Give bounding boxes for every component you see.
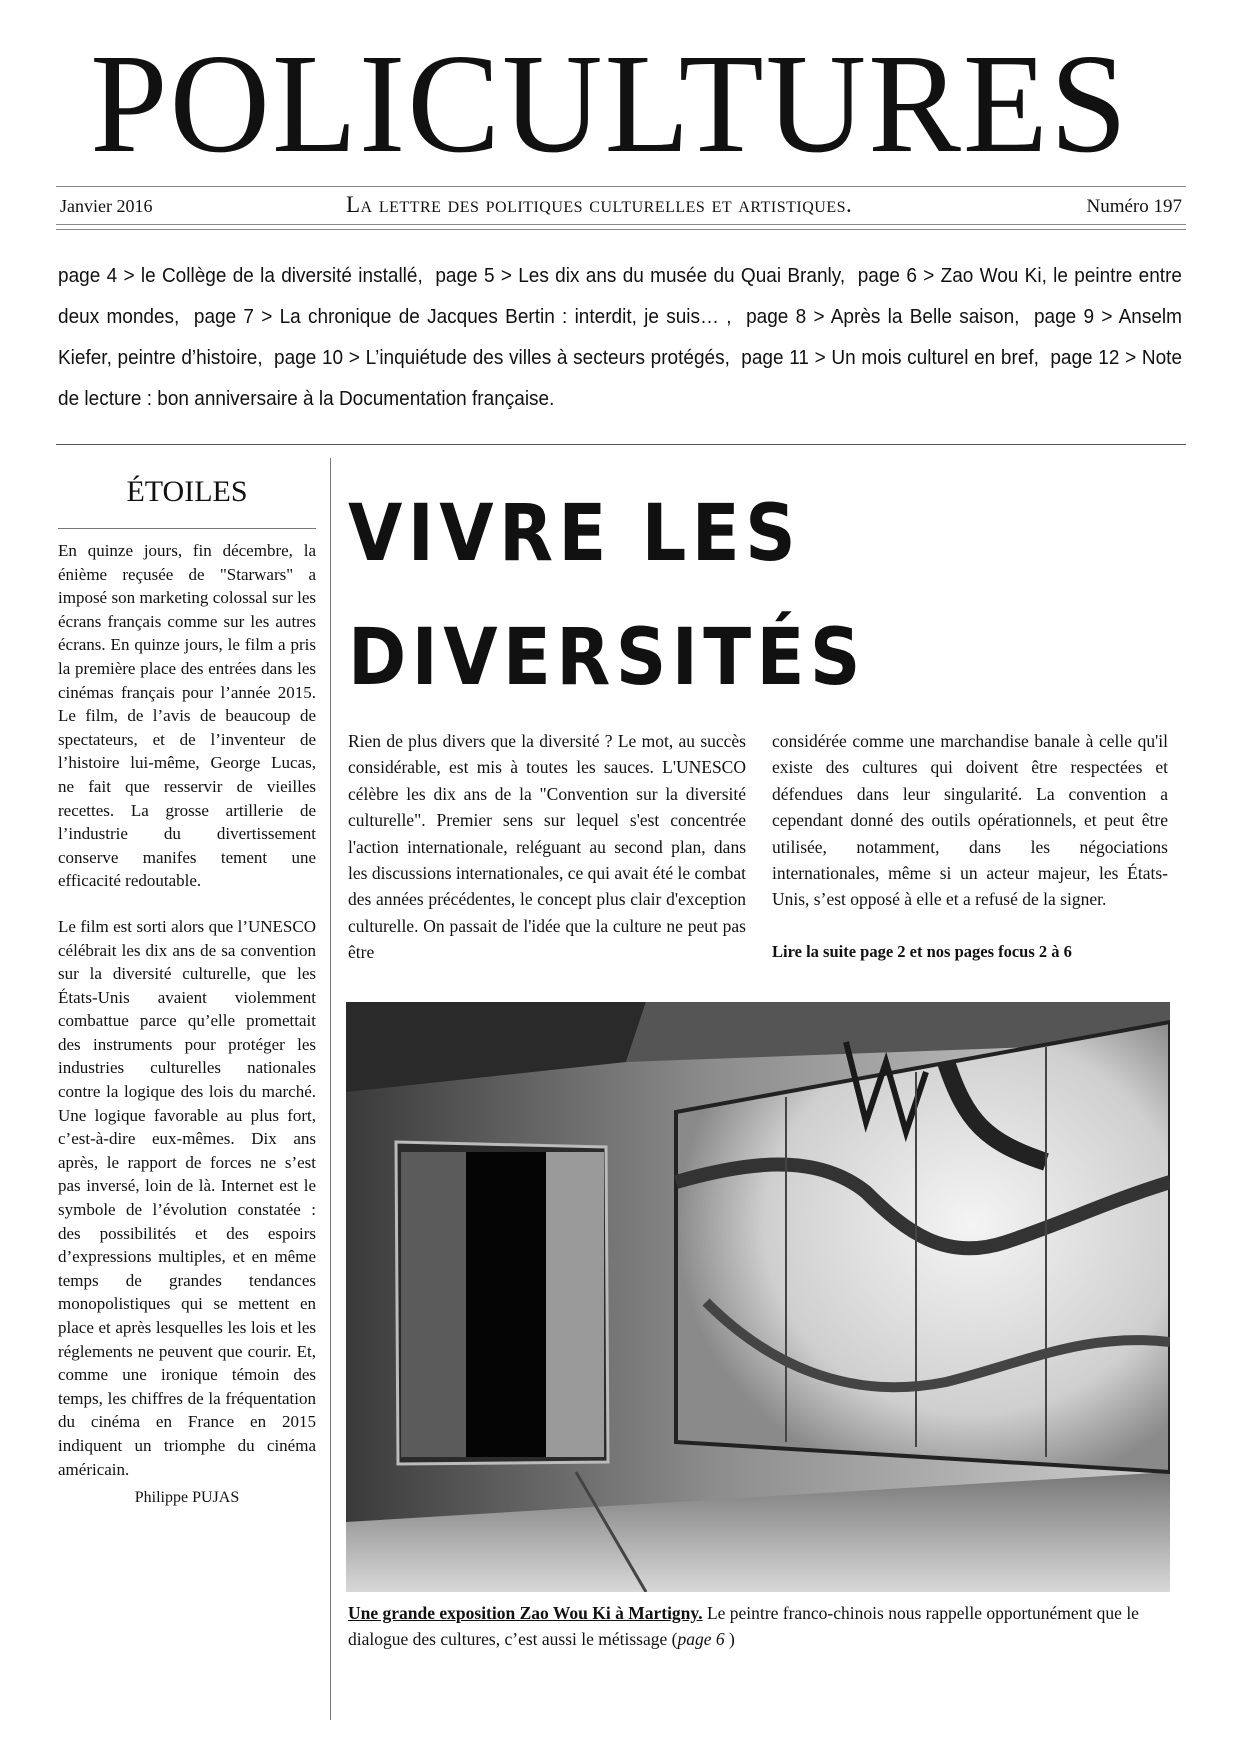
sidebar-paragraph: Le film est sorti alors que l’UNESCO célébrait les dix ans de sa convention sur la diversité culturelle, que les États-Unis avaient violemment combattue parce qu’elle promettait des instruments pour protéger les industries culturelles nationales contre la logique des lois du marché. Une logique favorable au plus fort, c’est-à-dire eux-mêmes. Dix ans après, le rapport de forces ne s’est pas inversé, loin de là. Internet est le symbole de l’évolution constatée : des possibilités et des espoirs d’expressions multiples, et en même temps de grandes tendances monopolistiques qui se mettent en place et après lesquelles les lois et les réglements ne peuvent que courir. Et, comme une ironique témoin des temps, les chiffres de la fréquentation du cinéma en France en 2015 indiquent un triomphe du cinéma américain. (58, 916, 316, 1479)
tagline: La lettre des politiques culturelles et artistiques. (346, 192, 853, 217)
sidebar-rule (58, 528, 316, 529)
toc-item[interactable]: page 11 > Un mois culturel en bref, (741, 346, 1039, 370)
masthead-subline (56, 192, 1186, 222)
masthead-rule-top (56, 186, 1186, 187)
caption-text: Le peintre franco-chinois nous rappelle opportunément que le dialogue des cultures, c’est aussi le métissage ( (348, 1603, 1139, 1649)
article-column-2 (772, 728, 1168, 965)
column-divider (330, 458, 331, 1720)
issue-date: Janvier 2016 (60, 196, 153, 216)
sidebar-paragraph: En quinze jours, fin décembre, la énième reçusée de "Starwars" a imposé son marketing colossal sur les écrans français comme sur les autres écrans. En quinze jours, le film a pris la première place des entrées dans les cinémas français pour l’année 2015. Le film, de l’avis de beaucoup de spectateurs, et de l’inventeur de l’histoire lui-même, George Lucas, ne fait que resservir de vieilles recettes. La grosse artillerie de l’industrie du divertissement conserve manifes tement une efficacité redoutable. (58, 541, 316, 891)
toc-item[interactable]: page 8 > Après la Belle saison, (746, 305, 1020, 329)
article-column-1 (348, 728, 746, 966)
toc-item[interactable]: page 9 > Anselm Kiefer, peintre d’histoire, (58, 305, 1182, 370)
issue-number: Numéro 197 (1086, 196, 1182, 217)
exhibition-photo (346, 1002, 1170, 1592)
masthead-rule-bottom-1 (56, 224, 1186, 225)
sidebar-heading: ÉTOILES (126, 475, 248, 508)
table-of-contents (58, 256, 1182, 420)
caption-lead: Une grande exposition Zao Wou Ki à Martigny. (348, 1603, 703, 1623)
toc-item[interactable]: page 6 > Zao Wou Ki, le peintre entre deux mondes, (58, 264, 1182, 329)
toc-item[interactable]: page 12 > Note de lecture : bon anniversaire à la Documentation française. (58, 346, 1183, 411)
article-text: considérée comme une marchandise banale à celle qu'il existe des cultures qui doivent être respectées et défendues dans leur singularité. La convention a cependant donné des outils opérationnels, et peut être utilisée, notamment, dans les négociations internationales, même si un acteur majeur, les États-Unis, s’est opposé à elle et a refusé de la signer. (772, 731, 1168, 910)
sidebar-column (58, 470, 316, 1507)
toc-item[interactable]: page 7 > La chronique de Jacques Bertin : interdit, je suis… , (193, 305, 732, 329)
photo-caption (348, 1600, 1168, 1652)
masthead-rule-bottom-2 (56, 229, 1186, 230)
toc-item[interactable]: page 4 > le Collège de la diversité installé, (58, 264, 423, 288)
caption-page-ref[interactable]: page 6 (677, 1629, 725, 1649)
toc-item[interactable]: page 5 > Les dix ans du musée du Quai Branly, (435, 264, 846, 288)
author-signature: Philippe PUJAS (134, 1489, 240, 1507)
masthead (56, 24, 1186, 182)
article-text: Rien de plus divers que la diversité ? Le mot, au succès considérable, est mis à toutes les sauces. L'UNESCO célèbre les dix ans de la "Convention sur la diversité culturelle". Premier sens sur lequel s'est concentrée l'action internationale, reléguant au second plan, dans les discussions internationales, ce qui avait été le combat des années précédentes, le concept plus clair d'exception culturelle. On passait de l'idée que la culture ne peut pas être (348, 731, 747, 963)
read-more-link[interactable]: Lire la suite page 2 et nos pages focus 2 à 6 (772, 941, 1072, 961)
gallery-photo-illustration (346, 1002, 1170, 1592)
newspaper-title: POLICULTURES (90, 24, 1130, 182)
main-headline (348, 472, 1086, 720)
headline-line: DIVERSITÉS (348, 613, 866, 703)
headline-line: VIVRE LES (348, 489, 802, 579)
section-divider (56, 444, 1186, 445)
caption-end: ) (724, 1629, 735, 1649)
toc-item[interactable]: page 10 > L’inquiétude des villes à secteurs protégés, (274, 346, 730, 370)
